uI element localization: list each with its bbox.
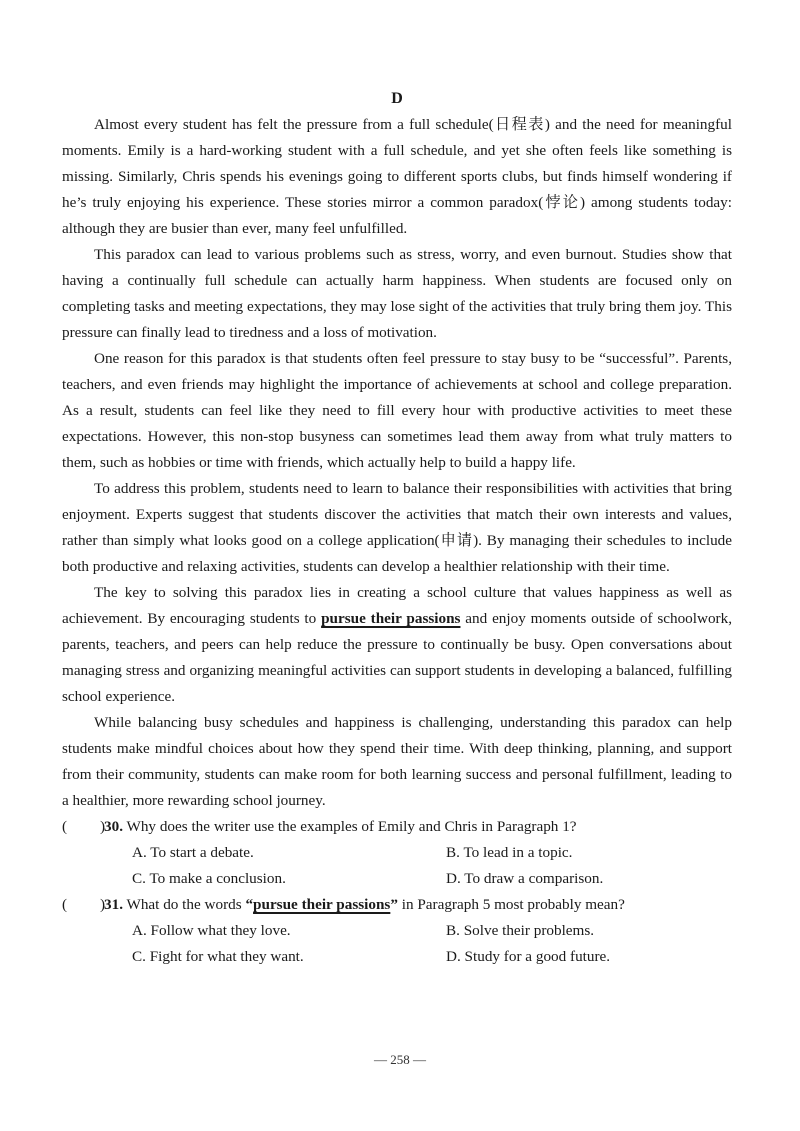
reading-passage-page: [62, 86, 732, 970]
quote-close: ”: [390, 896, 398, 913]
answer-blank-close: ): [100, 818, 106, 835]
highlighted-phrase: pursue their passions: [253, 896, 391, 913]
option-a: A. To start a debate.: [132, 844, 254, 861]
option-b: B. Solve their problems.: [446, 922, 595, 939]
paragraph-3: One reason for this paradox is that students often feel pressure to stay busy to be “successful”. Parents, teachers, and even friends may highlight the importance of achievements at school and college preparation. As a result, students can feel like they need to fill every hour with productive activities to meet these expectations. However, this non-stop busyness can sometimes lead them away from what truly matters to them, such as hobbies or time with friends, which actually help to build a happy life.: [62, 350, 732, 471]
answer-blank-open: (: [62, 896, 68, 913]
question-text-before: What do the words: [122, 896, 246, 913]
paragraph-4: To address this problem, students need to learn to balance their responsibilities with activities that bring enjoyment. Experts suggest that students discover the activities that match their own interests and values, rather than simply what looks good on a college application(申请). By managing their schedules to include both productive and relaxing activities, students can develop a healthier relationship with their time.: [62, 480, 732, 575]
question-31: [62, 892, 732, 918]
option-c: C. Fight for what they want.: [132, 948, 304, 965]
answer-blank-close: ): [100, 896, 106, 913]
option-d: D. To draw a comparison.: [446, 870, 604, 887]
question-text-after: in Paragraph 5 most probably mean?: [397, 896, 625, 913]
option-b: B. To lead in a topic.: [446, 844, 573, 861]
question-30-options-row-2: [62, 866, 732, 892]
quote-open: “: [245, 896, 254, 913]
answer-blank-open: (: [62, 818, 68, 835]
section-title: D: [391, 90, 403, 107]
question-text: Why does the writer use the examples of Emily and Chris in Paragraph 1?: [122, 818, 577, 835]
question-30: [62, 814, 732, 840]
question-31-stem: [104, 892, 625, 918]
paragraph-6: While balancing busy schedules and happiness is challenging, understanding this paradox can help students make mindful choices about how they spend their time. With deep thinking, planning, and support from their community, students can make room for both learning success and personal fulfillment, leading to a healthier, more rewarding school journey.: [62, 714, 732, 809]
paragraph-5-after: and enjoy moments outside of schoolwork, parents, teachers, and peers can help reduce the pressure to continually be busy. Open conversations about managing stress and organizing meaningful activities can support students in developing a balanced, fulfilling school experience.: [62, 610, 733, 705]
question-30-options-row-1: [62, 840, 732, 866]
page-number: — 258 —: [374, 1052, 426, 1067]
highlighted-phrase: pursue their passions: [321, 610, 461, 627]
question-30-stem: [104, 814, 577, 840]
question-31-options-row-1: [62, 918, 732, 944]
option-c: C. To make a conclusion.: [132, 870, 286, 887]
question-31-options-row-2: [62, 944, 732, 970]
question-number: 30.: [104, 818, 123, 835]
paragraph-5-before: The key to solving this paradox lies in creating a school culture that values happiness as well as achievement. By encouraging students to: [62, 584, 732, 627]
option-a: A. Follow what they love.: [132, 922, 291, 939]
option-d: D. Study for a good future.: [446, 948, 611, 965]
paragraph-2: This paradox can lead to various problems such as stress, worry, and even burnout. Studies show that having a continually full schedule can actually harm happiness. When students are focused only on completing tasks and meeting expectations, they may lose sight of the activities that truly bring them joy. This pressure can finally lead to tiredness and a loss of motivation.: [62, 246, 732, 341]
question-number: 31.: [104, 896, 123, 913]
paragraph-1: Almost every student has felt the pressure from a full schedule(日程表) and the need for meaningful moments. Emily is a hard-working student with a full schedule, and yet she often feels like something is missing. Similarly, Chris spends his evenings going to different sports clubs, but finds himself wondering if he’s truly enjoying his experience. These stories mirror a common paradox(悖论) among students today: although they are busier than ever, many feel unfulfilled.: [62, 116, 732, 237]
paragraph-5: [62, 580, 732, 710]
